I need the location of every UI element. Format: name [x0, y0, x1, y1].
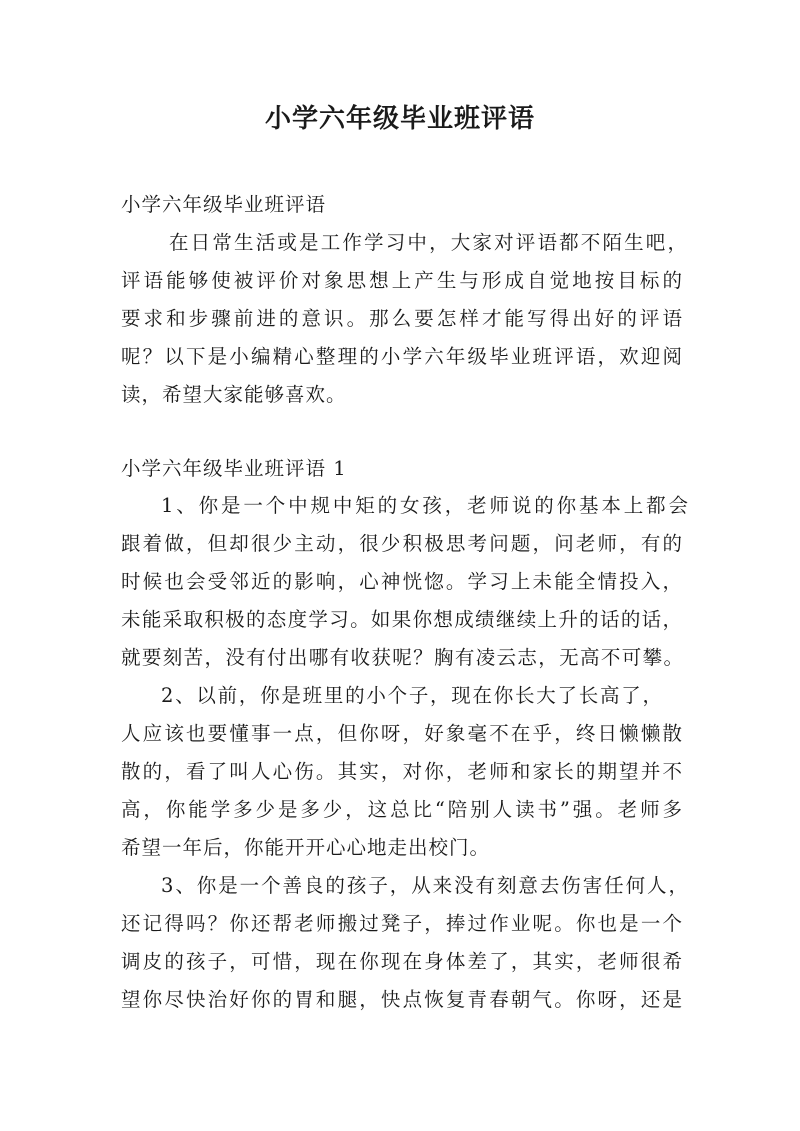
comment-line: 望你尽快治好你的胃和腿，快点恢复青春朝气。你呀，还是: [121, 988, 683, 1011]
comment-line: 调皮的孩子，可惜，现在你现在身体差了，其实，老师很希: [121, 950, 683, 973]
intro-line: 呢？以下是小编精心整理的小学六年级毕业班评语，欢迎阅: [121, 345, 683, 368]
intro-line: 评语能够使被评价对象思想上产生与形成自觉地按目标的: [121, 269, 683, 292]
comment-line: 跟着做，但却很少主动，很少积极思考问题，问老师，有的: [121, 532, 683, 555]
comment-line: 2、以前，你是班里的小个子，现在你长大了长高了，: [161, 684, 663, 707]
comment-line: 人应该也要懂事一点，但你呀，好象毫不在乎，终日懒懒散: [121, 722, 683, 745]
comment-line: 希望一年后，你能开开心心地走出校门。: [121, 836, 491, 859]
intro-line: 在日常生活或是工作学习中，大家对评语都不陌生吧，: [169, 231, 688, 254]
comment-line: 3、你是一个善良的孩子，从来没有刻意去伤害任何人，: [161, 874, 689, 897]
comment-line: 散的，看了叫人心伤。其实，对你，老师和家长的期望并不: [121, 760, 683, 783]
comment-line: 1、你是一个中规中矩的女孩，老师说的你基本上都会: [161, 494, 689, 517]
intro-line: 读，希望大家能够喜欢。: [121, 383, 347, 406]
intro-line: 要求和步骤前进的意识。那么要怎样才能写得出好的评语: [121, 307, 683, 330]
comment-line: 未能采取积极的态度学习。如果你想成绩继续上升的话的话，: [121, 608, 683, 631]
section-heading: 小学六年级毕业班评语 1: [121, 457, 347, 480]
comment-line: 还记得吗？你还帮老师搬过凳子，捧过作业呢。你也是一个: [121, 912, 683, 935]
comment-line: 高，你能学多少是多少，这总比“陪别人读书”强。老师多: [121, 798, 683, 821]
comment-line: 就要刻苦，没有付出哪有收获呢？胸有凌云志，无高不可攀。: [121, 646, 683, 669]
document-subtitle: 小学六年级毕业班评语: [121, 193, 327, 216]
document-title: 小学六年级毕业班评语: [264, 104, 535, 134]
comment-line: 时候也会受邻近的影响，心神恍惚。学习上未能全情投入，: [121, 570, 683, 593]
